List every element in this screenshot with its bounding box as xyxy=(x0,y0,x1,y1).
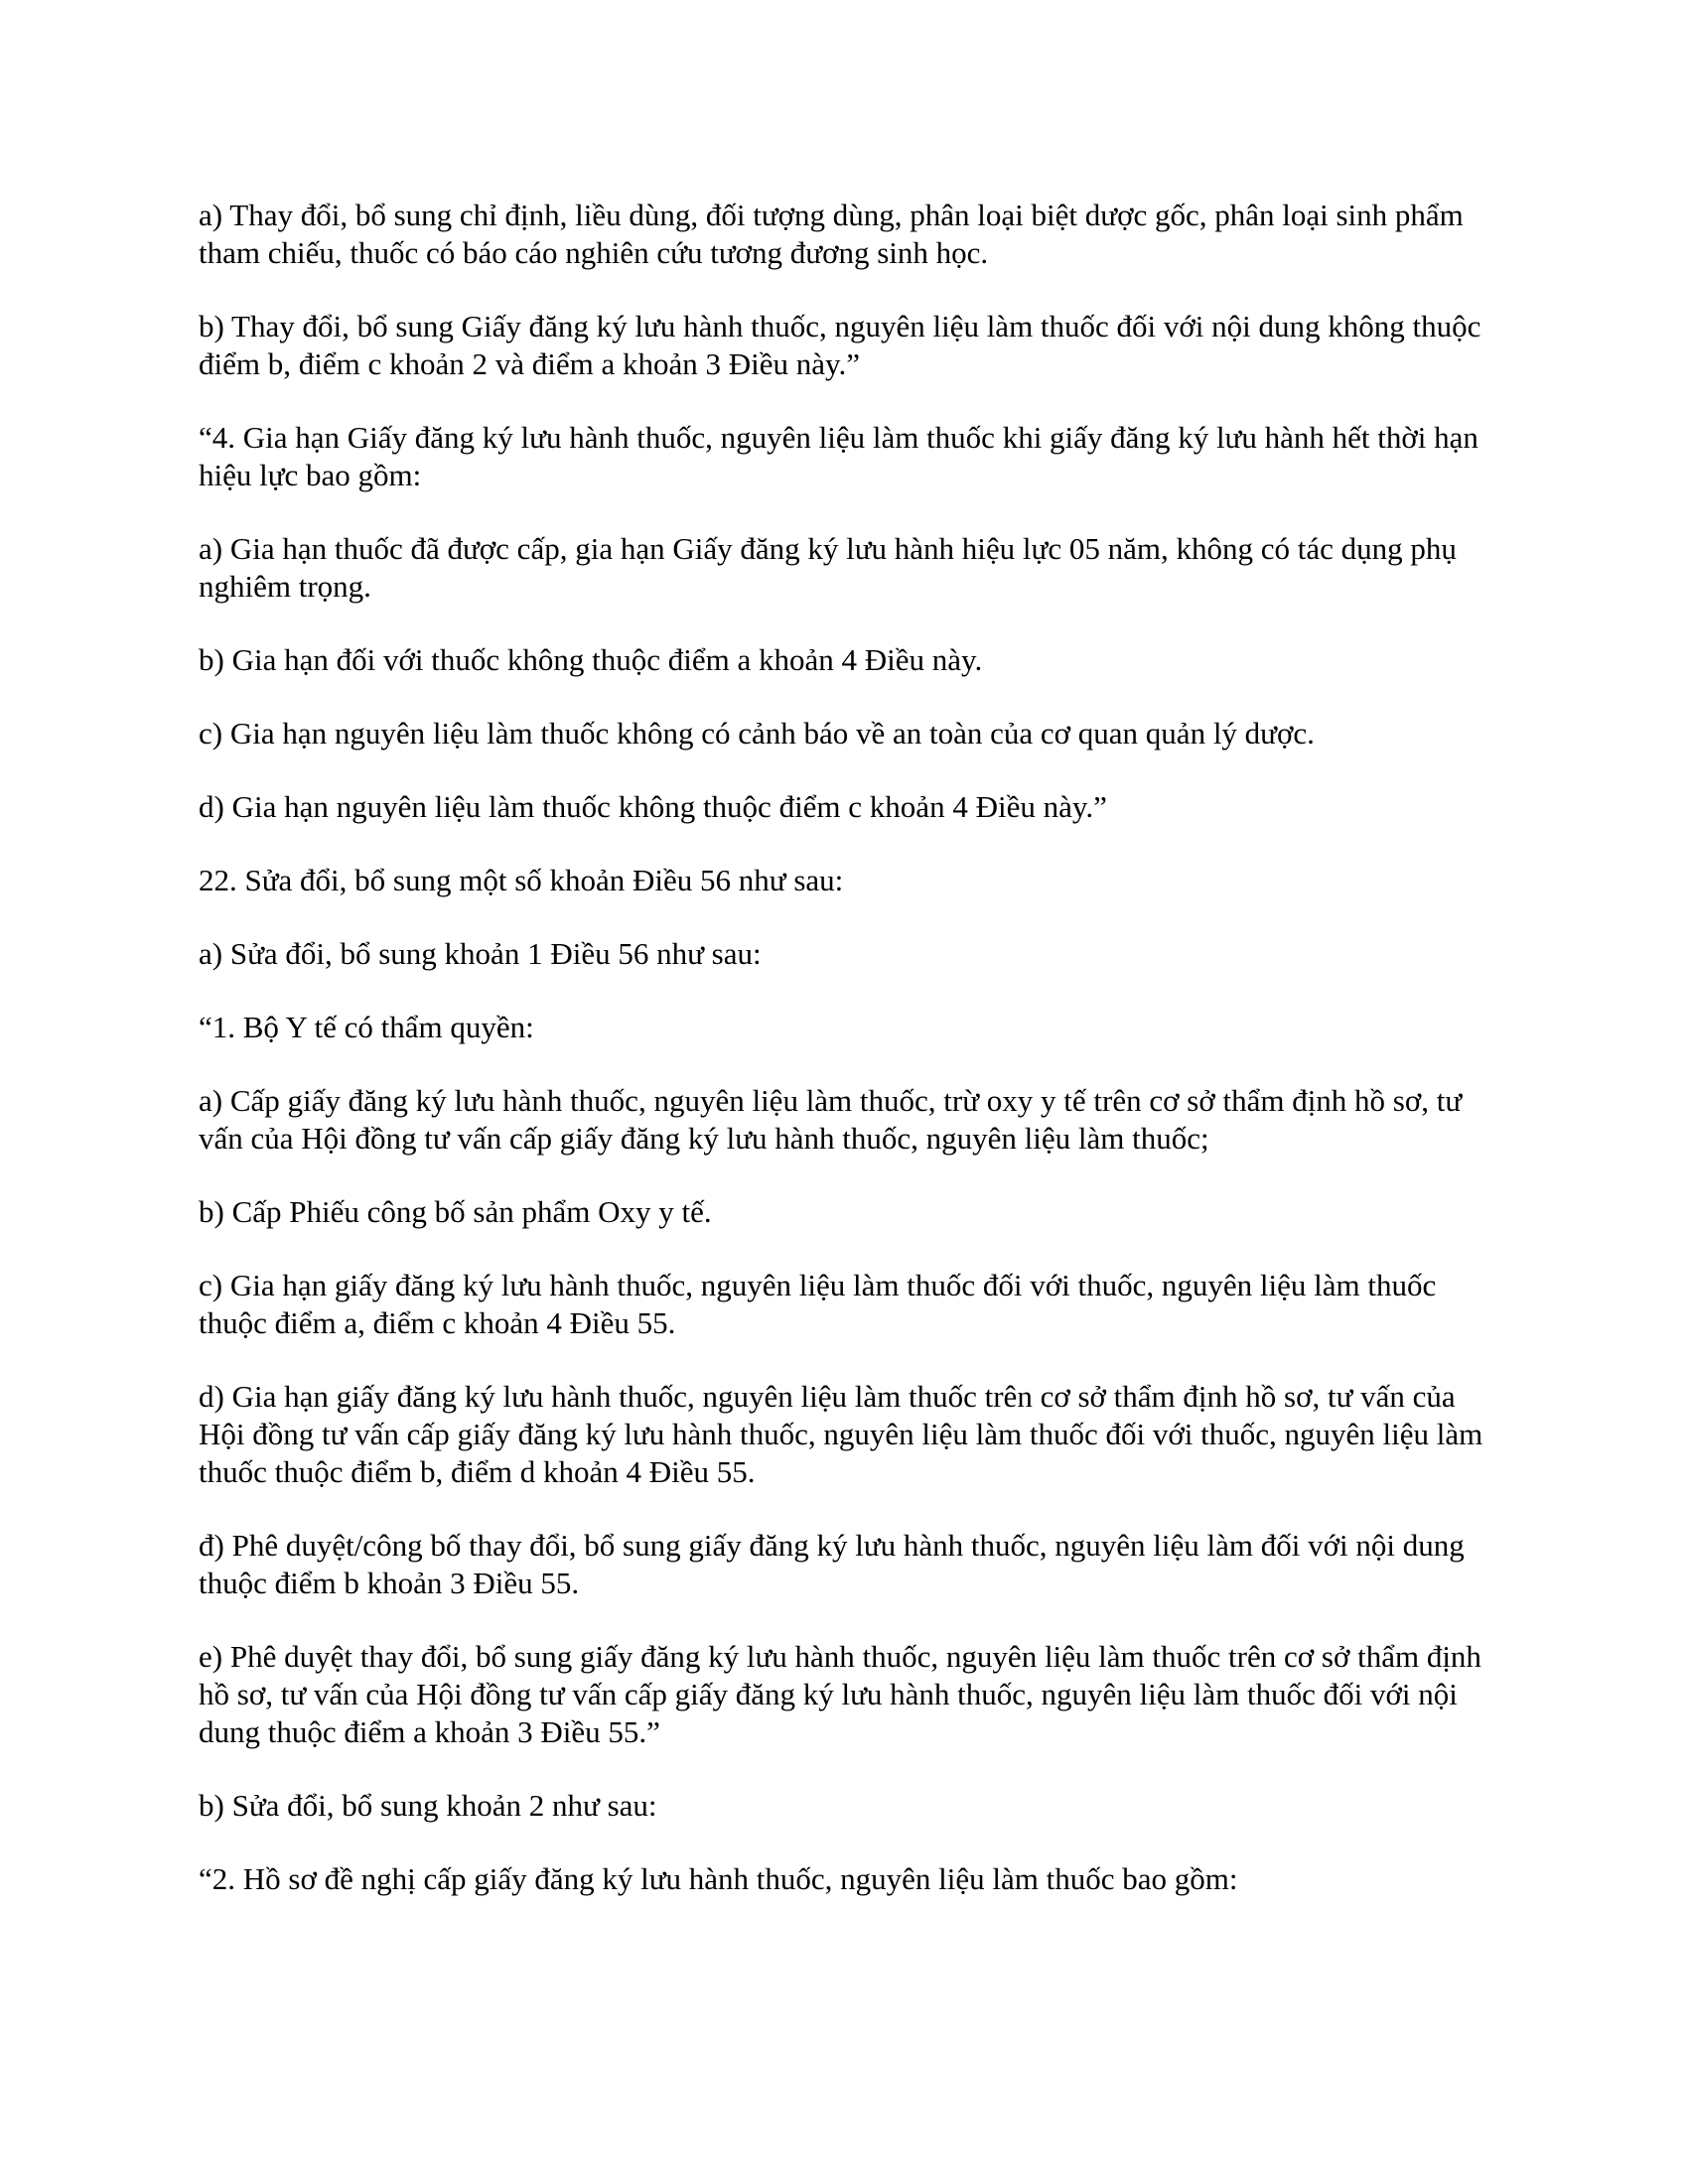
paragraph-section-22-item-a: a) Sửa đổi, bổ sung khoản 1 Điều 56 như sau: xyxy=(199,936,762,971)
paragraph-section-22-item-b: b) Sửa đổi, bổ sung khoản 2 như sau: xyxy=(199,1788,657,1823)
document-body xyxy=(199,197,1489,1934)
paragraph-clause-1-item-c: c) Gia hạn giấy đăng ký lưu hành thuốc, nguyên liệu làm thuốc đối với thuốc, nguyên liệu làm thuốc thuộc điểm a, điểm c khoản 4 Điều 55. xyxy=(199,1268,1437,1340)
paragraph-clause-1-item-dd: đ) Phê duyệt/công bố thay đổi, bổ sung giấy đăng ký lưu hành thuốc, nguyên liệu làm đối với nội dung thuộc điểm b khoản 3 Điều 55. xyxy=(199,1528,1465,1600)
paragraph-clause-2-heading: “2. Hồ sơ đề nghị cấp giấy đăng ký lưu hành thuốc, nguyên liệu làm thuốc bao gồm: xyxy=(199,1861,1238,1896)
paragraph-clause-4-item-b: b) Gia hạn đối với thuốc không thuộc điểm a khoản 4 Điều này. xyxy=(199,642,983,677)
paragraph-clause-4-item-c: c) Gia hạn nguyên liệu làm thuốc không có cảnh báo về an toàn của cơ quan quản lý dược. xyxy=(199,716,1315,751)
paragraph-clause-1-item-a: a) Cấp giấy đăng ký lưu hành thuốc, nguyên liệu làm thuốc, trừ oxy y tế trên cơ sở thẩm định hồ sơ, tư vấn của Hội đồng tư vấn cấp giấy đăng ký lưu hành thuốc, nguyên liệu làm thuốc; xyxy=(199,1083,1463,1156)
paragraph-clause-4-item-d: d) Gia hạn nguyên liệu làm thuốc không thuộc điểm c khoản 4 Điều này.” xyxy=(199,789,1107,824)
paragraph-clause-1-item-d: d) Gia hạn giấy đăng ký lưu hành thuốc, nguyên liệu làm thuốc trên cơ sở thẩm định hồ sơ, tư vấn của Hội đồng tư vấn cấp giấy đăng ký lưu hành thuốc, nguyên liệu làm thuốc đối với thuốc, nguyên liệu làm thuốc thuộc điểm b, điểm d khoản 4 Điều 55. xyxy=(199,1379,1483,1489)
paragraph-amend-item-b: b) Thay đổi, bổ sung Giấy đăng ký lưu hành thuốc, nguyên liệu làm thuốc đối với nội dung không thuộc điểm b, điểm c khoản 2 và điểm a khoản 3 Điều này.” xyxy=(199,309,1481,381)
paragraph-section-22: 22. Sửa đổi, bổ sung một số khoản Điều 56 như sau: xyxy=(199,863,844,897)
paragraph-clause-4-item-a: a) Gia hạn thuốc đã được cấp, gia hạn Giấy đăng ký lưu hành hiệu lực 05 năm, không có tác dụng phụ nghiêm trọng. xyxy=(199,531,1457,604)
paragraph-clause-1-item-b: b) Cấp Phiếu công bố sản phẩm Oxy y tế. xyxy=(199,1194,712,1229)
paragraph-amend-item-a: a) Thay đổi, bổ sung chỉ định, liều dùng, đối tượng dùng, phân loại biệt dược gốc, phân loại sinh phẩm tham chiếu, thuốc có báo cáo nghiên cứu tương đương sinh học. xyxy=(199,198,1464,270)
paragraph-clause-4-heading: “4. Gia hạn Giấy đăng ký lưu hành thuốc, nguyên liệu làm thuốc khi giấy đăng ký lưu hành hết thời hạn hiệu lực bao gồm: xyxy=(199,420,1478,492)
paragraph-clause-1-heading: “1. Bộ Y tế có thẩm quyền: xyxy=(199,1010,534,1044)
paragraph-clause-1-item-e: e) Phê duyệt thay đổi, bổ sung giấy đăng ký lưu hành thuốc, nguyên liệu làm thuốc trên cơ sở thẩm định hồ sơ, tư vấn của Hội đồng tư vấn cấp giấy đăng ký lưu hành thuốc, nguyên liệu làm thuốc đối với nội dung thuộc điểm a khoản 3 Điều 55.” xyxy=(199,1639,1481,1749)
